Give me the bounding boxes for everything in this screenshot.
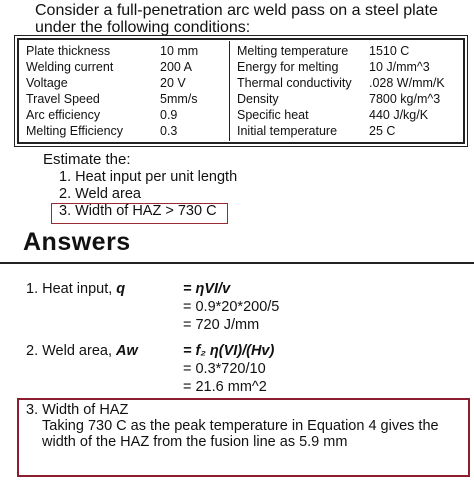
condition-value: 0.9	[160, 108, 178, 122]
condition-row: Voltage	[26, 76, 68, 90]
condition-value: 10 mm	[160, 44, 199, 58]
condition-value: 1510 C	[369, 44, 410, 58]
problem-intro	[35, 2, 465, 36]
answer-step: = 0.9*20*200/5	[183, 299, 280, 315]
condition-value: 440 J/kg/K	[369, 108, 429, 122]
answer-2-work	[183, 342, 274, 396]
intro-line-2: under the following conditions:	[35, 19, 251, 36]
condition-row: Travel Speed	[26, 92, 100, 106]
condition-label: Density	[237, 92, 279, 106]
condition-row: Welding current	[26, 60, 114, 74]
condition-label: Specific heat	[237, 108, 309, 122]
answer-step: = 0.3*720/10	[183, 361, 266, 377]
condition-value: 200 A	[160, 60, 192, 74]
condition-value: .028 W/mm/K	[369, 76, 445, 90]
condition-value: 25 C	[369, 124, 396, 138]
answer-formula: = f₂ η(VI)/(Hv)	[183, 343, 275, 359]
answer-formula: = ηVI/v	[183, 281, 231, 297]
answer-3-text: Taking 730 C as the peak temperature in Equation 4 gives the width of the HAZ from the fusion line as 5.9 mm	[42, 418, 439, 450]
answer-step: = 720 J/mm	[183, 317, 260, 333]
conditions-right-column	[237, 43, 352, 139]
answer-1-work	[183, 280, 279, 334]
conditions-left-values	[160, 43, 198, 139]
conditions-left-column	[26, 43, 123, 139]
condition-value: 0.3	[160, 124, 178, 138]
answers-divider	[0, 262, 474, 264]
answer-3-label: 3. Width of HAZ	[26, 402, 129, 418]
condition-label: Energy for melting	[237, 60, 339, 74]
answer-step: = 21.6 mm^2	[183, 379, 267, 395]
estimate-item: 3. Width of HAZ > 730 C	[59, 203, 217, 219]
estimate-title: Estimate the:	[43, 151, 131, 168]
condition-row: Plate thickness	[26, 44, 111, 58]
condition-label: Initial temperature	[237, 124, 338, 138]
condition-label: Thermal conductivity	[237, 76, 352, 90]
conditions-right-values	[369, 43, 445, 139]
condition-row: Melting Efficiency	[26, 124, 124, 138]
condition-label: Melting temperature	[237, 44, 349, 58]
condition-row: Arc efficiency	[26, 108, 101, 122]
haz-highlight-box	[51, 203, 228, 224]
intro-line-1: Consider a full-penetration arc weld pass on a steel plate	[35, 2, 438, 19]
estimate-item: 1. Heat input per unit length	[59, 169, 238, 185]
estimate-item: 2. Weld area	[59, 186, 141, 202]
condition-value: 5mm/s	[160, 92, 198, 106]
answer-2-label: 2. Weld area, Aw	[26, 343, 138, 359]
condition-value: 7800 kg/m^3	[369, 92, 441, 106]
conditions-divider	[229, 41, 230, 141]
weld-area-symbol: Aw	[116, 343, 138, 359]
answers-heading: Answers	[23, 228, 131, 256]
condition-value: 20 V	[160, 76, 186, 90]
answer-1-label: 1. Heat input, q	[26, 281, 126, 297]
condition-value: 10 J/mm^3	[369, 60, 430, 74]
heat-input-symbol: q	[116, 281, 126, 297]
